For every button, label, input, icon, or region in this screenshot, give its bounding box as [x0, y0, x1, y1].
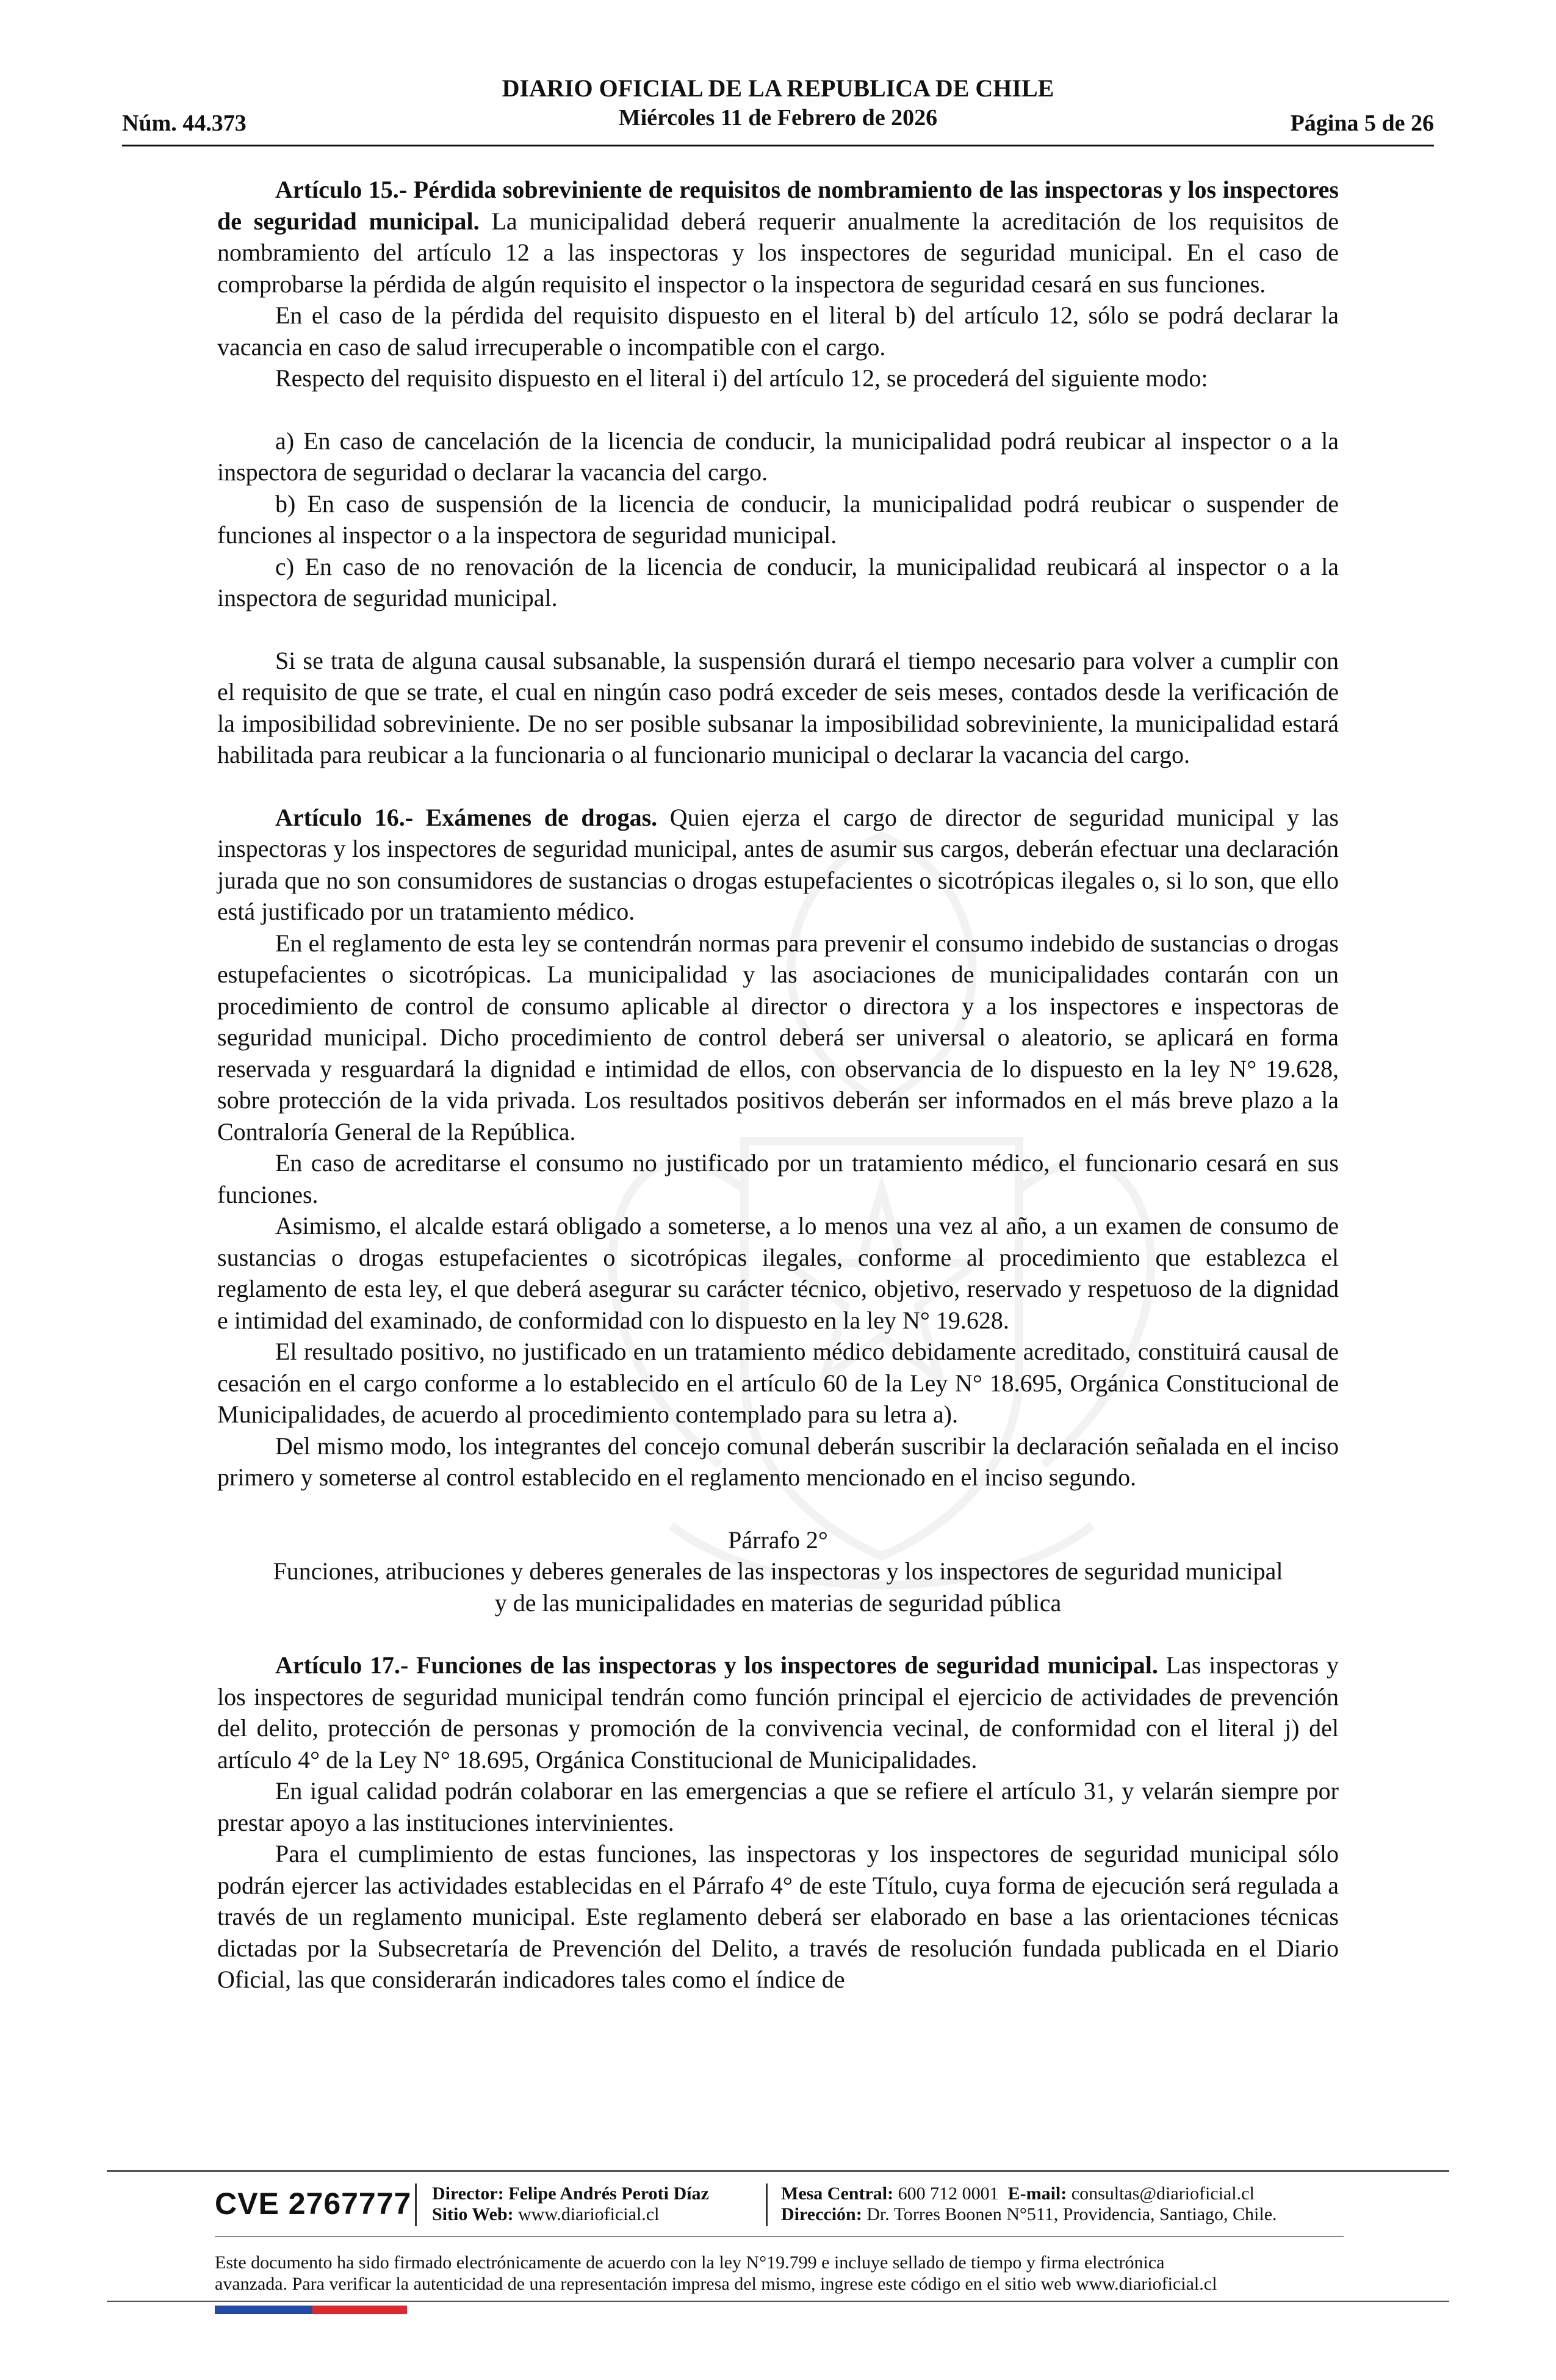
article-16-paragraph: Artículo 16.- Exámenes de drogas. Quien ejerza el cargo de director de seguridad municipal y las inspectoras y los inspectores de seguridad municipal, antes de asumir sus cargos, deberán efectuar una declaración jurada que no son consumidores de sustancias o drogas estupefacientes o sicotrópicas ilegales o, si lo son, que ello está justificado por un tratamiento médico. [217, 803, 1339, 925]
director-name: Felipe Andrés Peroti Díaz [508, 2183, 709, 2204]
email-link[interactable]: consultas@diarioficial.cl [1071, 2183, 1255, 2204]
article-17-heading: Artículo 17.- Funciones de las inspectoras y los inspectores de seguridad municipal. [275, 1651, 1158, 1679]
flag-stripe-blue [215, 2306, 312, 2314]
article-15-paragraph: Artículo 15.- Pérdida sobreviniente de requisitos de nombramiento de las inspectoras y los inspectores de seguridad municipal. La municipalidad deberá requerir anualmente la acreditación de los requisitos de nombramiento del artículo 12 a las inspectoras y los inspectores de seguridad municipal. En el caso de comprobarse la pérdida de algún requisito el inspector o la inspectora de seguridad cesará en sus funciones. [217, 176, 1339, 298]
paragraph: Asimismo, el alcalde estará obligado a someterse, a lo menos una vez al año, a un examen de consumo de sustancias o drogas estupefacientes o sicotrópicas ilegales, conforme al procedimiento que establezca el reglamento de esta ley, el que deberá asegurar su carácter técnico, objetivo, reservado y respetuoso de la dignidad e intimidad del examinado, de conformidad con lo dispuesto en la ley N° 19.628. [217, 1212, 1339, 1334]
footer-separator [766, 2183, 768, 2226]
section-label: Párrafo 2° [728, 1526, 828, 1554]
masthead [122, 73, 1434, 132]
list-item-a: a) En caso de cancelación de la licencia de conducir, la municipalidad podrá reubicar al inspector o a la inspectora de seguridad o declarar la vacancia del cargo. [217, 427, 1339, 486]
signature-notice: Este documento ha sido firmado electrónicamente de acuerdo con la ley N°19.799 e incluye sellado de tiempo y firma electrónica avanzada. Para verificar la autenticidad de una representación impresa del mismo, ingrese este código en el sitio web www.diarioficial.cl [215, 2252, 1217, 2294]
list-item-c: c) En caso de no renovación de la licencia de conducir, la municipalidad reubicará al inspector o a la inspectora de seguridad municipal. [217, 552, 1339, 611]
footer-divider [107, 2170, 1449, 2172]
website-link[interactable]: www.diarioficial.cl [518, 2204, 660, 2224]
footer-separator [415, 2183, 417, 2226]
header-divider [122, 145, 1434, 146]
paragraph: Del mismo modo, los integrantes del concejo comunal deberán suscribir la declaración señalada en el inciso primero y someterse al control establecido en el reglamento mencionado en el inciso segundo. [217, 1432, 1339, 1491]
issue-date: Miércoles 11 de Febrero de 2026 [618, 105, 938, 131]
section-title-line-1: Funciones, atribuciones y deberes generales de las inspectoras y los inspectores de seguridad municipal [273, 1557, 1283, 1585]
paragraph: Para el cumplimiento de estas funciones, las inspectoras y los inspectores de seguridad municipal sólo podrán ejercer las actividades establecidas en el Párrafo 4° de este Título, cuya forma de ejecución será regulada a través de un reglamento municipal. Este reglamento deberá ser elaborado en base a las orientaciones técnicas dictadas por la Subsecretaría de Prevención del Delito, a través de resolución fundada publicada en el Diario Oficial, las que considerarán indicadores tales como el índice de [217, 1840, 1339, 1993]
article-17-paragraph: Artículo 17.- Funciones de las inspectoras y los inspectores de seguridad municipal. Las inspectoras y los inspectores de seguridad municipal tendrán como función principal el ejercicio de actividades de prevención del delito, protección de personas y promoción de la convivencia vecinal, de conformidad con el literal j) del artículo 4° de la Ley N° 18.695, Orgánica Constitucional de Municipalidades. [217, 1651, 1339, 1773]
page-header [122, 73, 1434, 146]
paragraph: En el caso de la pérdida del requisito dispuesto en el literal b) del artículo 12, sólo se podrá declarar la vacancia en caso de salud irrecuperable o incompatible con el cargo. [217, 301, 1339, 361]
address: Dr. Torres Boonen N°511, Providencia, Santiago, Chile. [866, 2204, 1277, 2224]
cve-code: CVE 2767777 [215, 2187, 412, 2221]
footer-divider [107, 2301, 1449, 2302]
paragraph: Respecto del requisito dispuesto en el literal i) del artículo 12, se procederá del siguiente modo: [275, 364, 1208, 392]
footer-divider [215, 2236, 1344, 2237]
list-item-b: b) En caso de suspensión de la licencia de conducir, la municipalidad podrá reubicar o suspender de funciones al inspector o a la inspectora de seguridad municipal. [217, 489, 1339, 549]
document-body [217, 174, 1339, 1996]
footer-contact-block: Mesa Central: 600 712 0001 E-mail: consultas@diarioficial.cl Dirección: Dr. Torres Boonen N°511, Providencia, Santiago, Chile. [781, 2183, 1277, 2224]
page-number: Página 5 de 26 [1290, 110, 1434, 136]
paragraph: El resultado positivo, no justificado en un tratamiento médico debidamente acreditado, constituirá causal de cesación en el cargo conforme a lo establecido en el artículo 60 de la Ley N° 18.695, Orgánica Constitucional de Municipalidades, de acuerdo al procedimiento contemplado para su letra a). [217, 1338, 1339, 1428]
footer-director-block: Director: Felipe Andrés Peroti Díaz Sitio Web: www.diarioficial.cl [432, 2183, 709, 2224]
paragraph: En caso de acreditarse el consumo no justificado por un tratamiento médico, el funcionario cesará en sus funciones. [217, 1149, 1339, 1208]
article-15-heading: Artículo 15.- Pérdida sobreviniente de requisitos de nombramiento de las inspectoras y los inspectores de seguridad municipal. [217, 176, 1339, 235]
issue-number: Núm. 44.373 [122, 110, 247, 136]
newspaper-title: DIARIO OFICIAL DE LA REPUBLICA DE CHILE [502, 74, 1054, 102]
paragraph: En igual calidad podrán colaborar en las emergencias a que se refiere el artículo 31, y velarán siempre por prestar apoyo a las instituciones intervinientes. [217, 1777, 1339, 1836]
article-16-heading: Artículo 16.- Exámenes de drogas. [275, 803, 658, 831]
paragraph: En el reglamento de esta ley se contendrán normas para prevenir el consumo indebido de sustancias o drogas estupefacientes o sicotrópicas. La municipalidad y las asociaciones de municipalidades contarán con un procedimiento de control de consumo aplicable al director o directora y a los inspectores e inspectoras de seguridad municipal. Dicho procedimiento de control deberá ser universal o aleatorio, se aplicará en forma reservada y resguardará la dignidad e intimidad de ellos, con observancia de lo dispuesto en la ley N° 19.628, sobre protección de la vida privada. Los resultados positivos deberán ser informados en el más breve plazo a la Contraloría General de la República. [217, 929, 1339, 1145]
phone-number: 600 712 0001 [898, 2183, 999, 2204]
paragraph: Si se trata de alguna causal subsanable, la suspensión durará el tiempo necesario para volver a cumplir con el requisito de que se trate, el cual en ningún caso podrá exceder de seis meses, contados desde la verificación de la imposibilidad sobreviniente. De no ser posible subsanar la imposibilidad sobreviniente, la municipalidad estará habilitada para reubicar a la funcionaria o al funcionario municipal o declarar la vacancia del cargo. [217, 646, 1339, 768]
section-title-line-2: y de las municipalidades en materias de seguridad pública [494, 1588, 1062, 1617]
flag-stripe-red [312, 2306, 407, 2314]
